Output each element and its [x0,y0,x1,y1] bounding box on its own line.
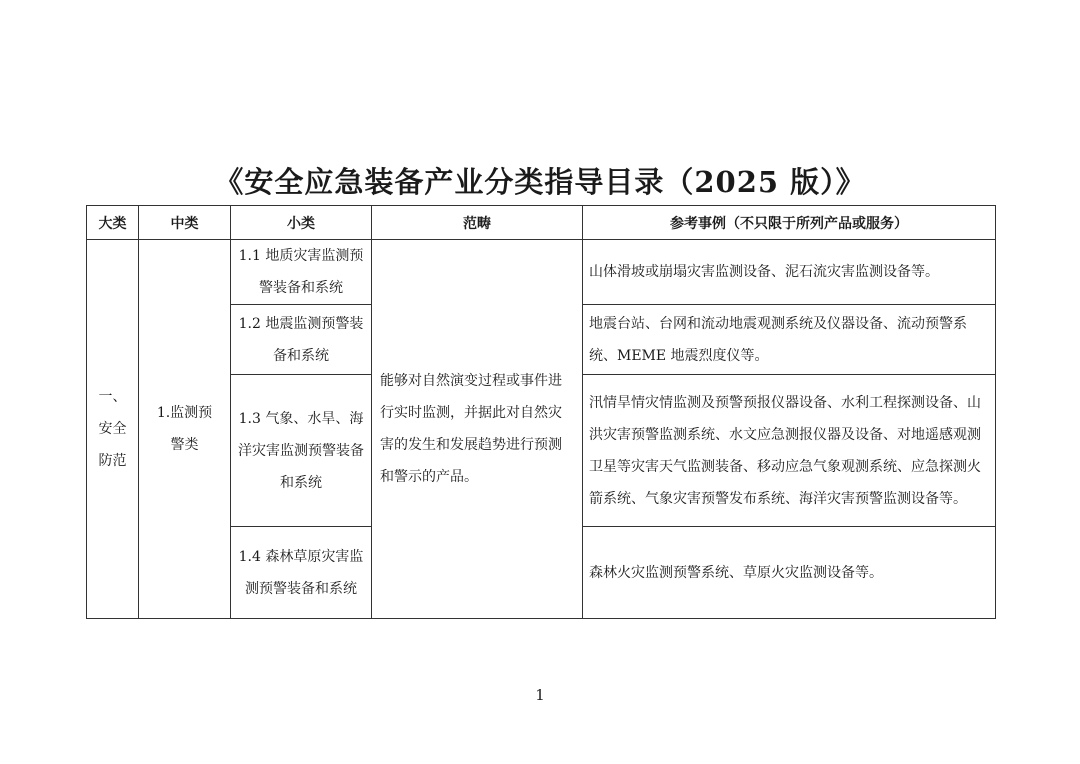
page-number: 1 [535,686,545,704]
example-cell: 山体滑坡或崩塌灾害监测设备、泥石流灾害监测设备等。 [583,240,996,305]
header-examples: 参考事例（不只限于所列产品或服务） [583,206,996,240]
example-cell: 汛情旱情灾情监测及预警预报仪器设备、水利工程探测设备、山洪灾害预警监测系统、水文应急测报仪器及设备、对地遥感观测卫星等灾害天气监测装备、移动应急气象观测系统、应急探测火箭系统、气象灾害预警发布系统、海洋灾害预警监测设备等。 [583,375,996,527]
document-title: 《安全应急装备产业分类指导目录（2025 版）》 [214,165,866,199]
sub-category-cell: 1.4 森林草原灾害监测预警装备和系统 [231,527,372,619]
example-cell: 地震台站、台网和流动地震观测系统及仪器设备、流动预警系统、MEME 地震烈度仪等。 [583,305,996,375]
mid-category-cell: 1.监测预警类 [139,240,231,619]
header-scope: 范畴 [372,206,583,240]
header-sub-category: 小类 [231,206,372,240]
catalog-table [86,205,996,619]
header-mid-category: 中类 [139,206,231,240]
major-category-cell: 一、安全防范 [87,240,139,619]
sub-category-cell: 1.1 地质灾害监测预警装备和系统 [231,240,372,305]
sub-category-cell: 1.2 地震监测预警装备和系统 [231,305,372,375]
header-row [87,206,996,240]
table-row [87,240,996,305]
sub-category-cell: 1.3 气象、水旱、海洋灾害监测预警装备和系统 [231,375,372,527]
header-major-category: 大类 [87,206,139,240]
example-cell: 森林火灾监测预警系统、草原火灾监测设备等。 [583,527,996,619]
scope-cell: 能够对自然演变过程或事件进行实时监测，并据此对自然灾害的发生和发展趋势进行预测和警示的产品。 [372,240,583,619]
